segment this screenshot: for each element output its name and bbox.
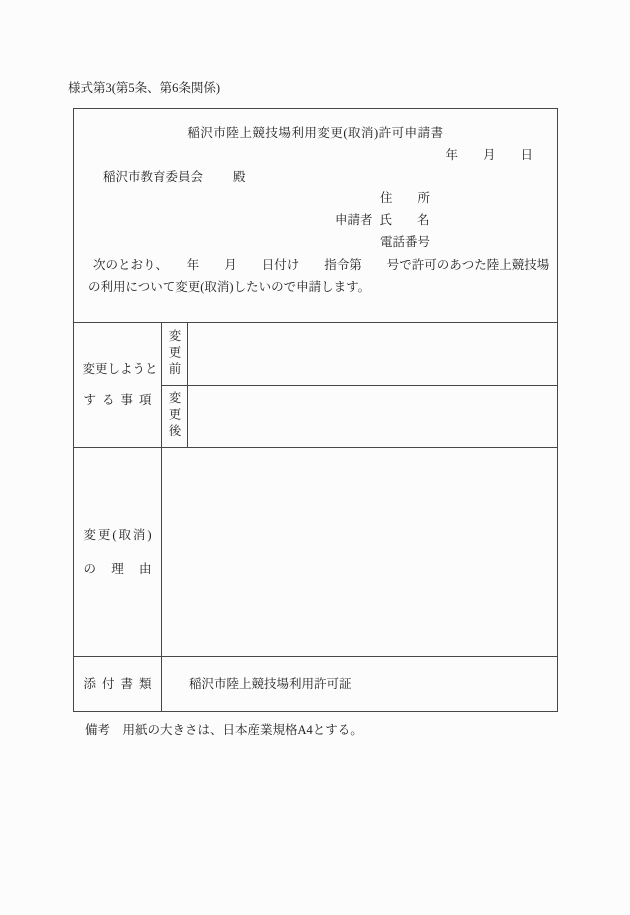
after-change-header-cell [161,385,187,447]
addressee-honorific: 殿 [233,170,246,184]
change-items-label-cell [74,322,161,447]
form-style-label: 様式第3(第5条、第6条関係) [68,81,221,95]
after-change-label: 変更後 [167,391,181,441]
attachments-label: 添付書類 [83,676,152,691]
remarks-note: 備考 用紙の大きさは、日本産業規格A4とする。 [85,723,363,737]
applicant-name-label: 氏 名 [379,213,430,227]
reason-label-line2: の理由 [83,561,152,576]
date-blank-line: 年 月 日 [445,148,533,162]
change-items-label-line1: 変更しようと [82,362,158,376]
after-change-entry-cell [188,386,557,447]
applicant-address-label: 住 所 [380,191,431,205]
attachments-value-cell [162,656,557,711]
applicant-name-line [335,212,430,228]
application-form-box [73,108,558,712]
before-change-header-cell [161,322,187,385]
applicant-phone-label: 電話番号 [380,235,431,249]
change-items-label-line2: する事項 [83,393,152,407]
addressee-line [103,169,246,185]
body-text-line2: の利用について変更(取消)したいので申請します。 [88,280,371,294]
body-text-line1: 次のとおり、 年 月 日付け 指令第 号で許可のあつた陸上競技場 [93,258,550,272]
before-change-label: 変更前 [167,328,181,379]
reason-label-line1: 変更(取消) [83,527,152,542]
attachments-value: 稲沢市陸上競技場利用許可証 [189,676,352,691]
form-title: 稲沢市陸上競技場利用変更(取消)許可申請書 [187,126,444,140]
before-change-entry-cell [188,323,557,385]
attachments-label-cell [74,656,161,711]
applicant-label: 申請者 [335,213,373,227]
addressee-name: 稲沢市教育委員会 [103,170,204,184]
reason-entry-cell [162,448,557,656]
reason-label-cell [74,447,161,656]
